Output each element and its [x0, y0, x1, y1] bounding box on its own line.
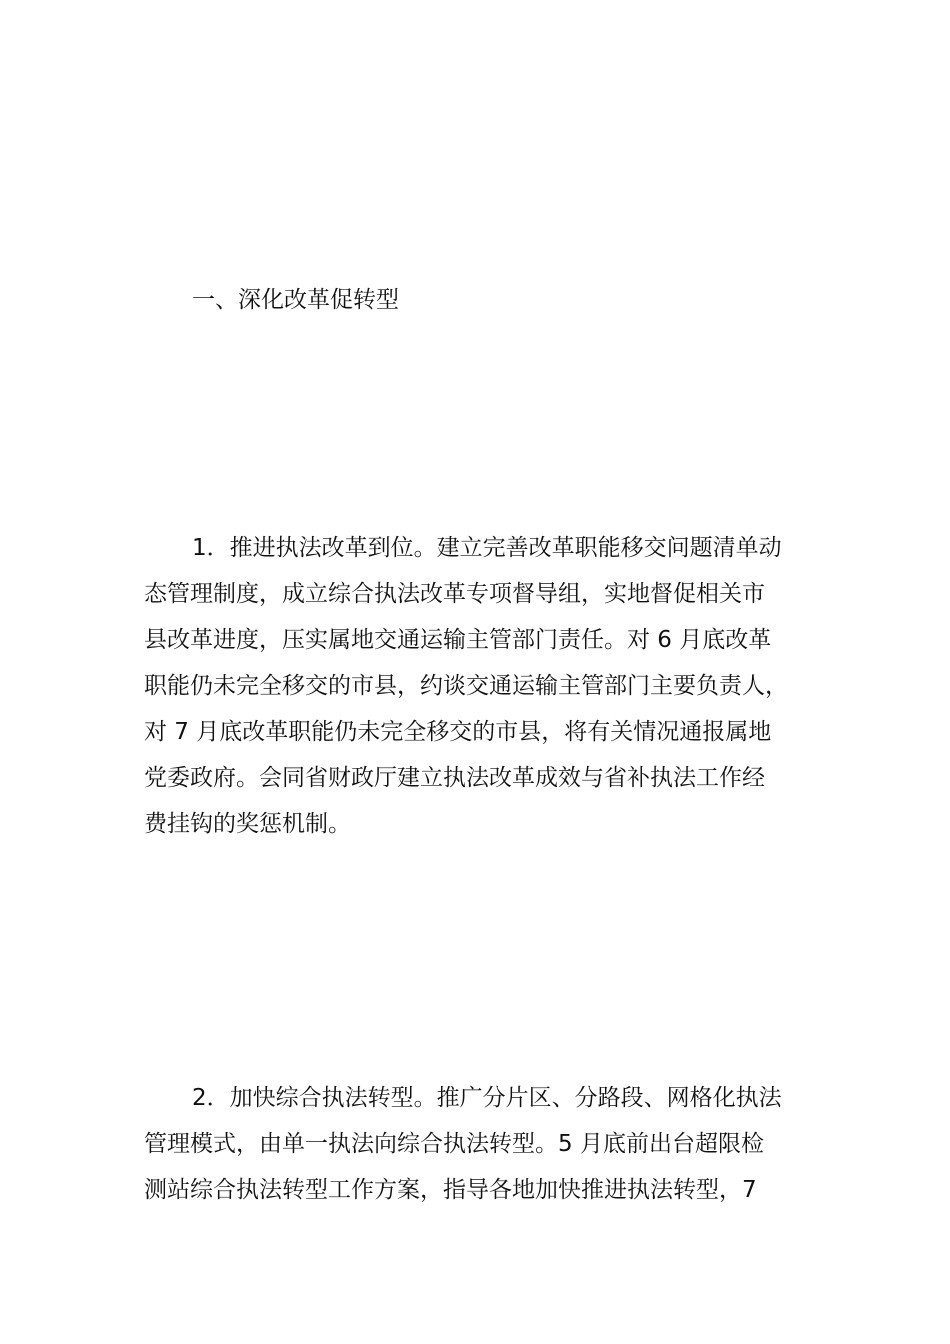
paragraph-line: 态管理制度，成立综合执法改革专项督导组，实地督促相关市	[144, 581, 765, 607]
paragraph-1	[144, 525, 824, 847]
paragraph-line: 对 7 月底改革职能仍未完全移交的市县，将有关情况通报属地	[144, 719, 772, 745]
paragraph-line: 测站综合执法转型工作方案，指导各地加快推进执法转型，7	[144, 1177, 757, 1203]
paragraph-line: 党委政府。会同省财政厅建立执法改革成效与省补执法工作经	[144, 765, 765, 791]
paragraph-line: 职能仍未完全移交的市县，约谈交通运输主管部门主要负责人，	[144, 673, 788, 699]
paragraph-line: 管理模式，由单一执法向综合执法转型。5 月底前出台超限检	[144, 1131, 764, 1157]
paragraph-line: 费挂钩的奖惩机制。	[144, 811, 351, 837]
paragraph-line: 县改革进度，压实属地交通运输主管部门责任。对 6 月底改革	[144, 627, 772, 653]
paragraph-line: 1．推进执法改革到位。建立完善改革职能移交问题清单动	[192, 535, 782, 561]
paragraph-2	[144, 1075, 824, 1213]
paragraph-line: 2．加快综合执法转型。推广分片区、分路段、网格化执法	[192, 1085, 782, 1111]
section-heading: 一、深化改革促转型	[192, 287, 399, 313]
